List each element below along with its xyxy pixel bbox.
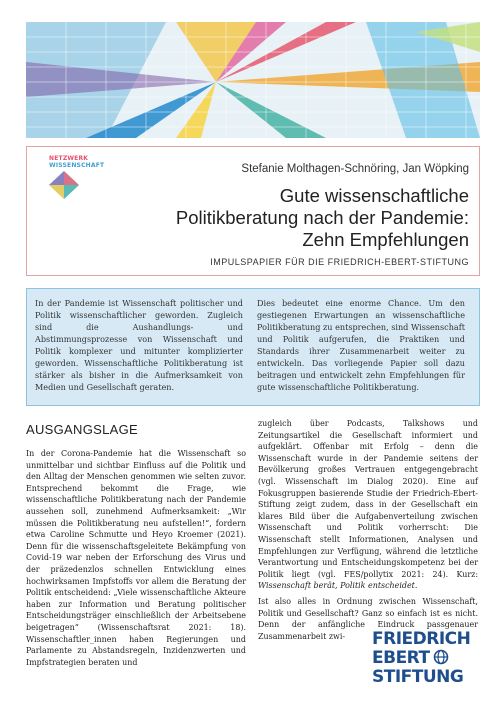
network-star-icon	[47, 169, 81, 201]
abstract-right-text: Dies bedeutet eine enorme Chance. Um den gestiegenen Erwartungen an wissenschaftliche Politikberatung zu entsprechen, sind Wissenschaft und Politik aufgerufen, die Praktiken und Standards ihrer Zusammenarbeit weiter zu entwickeln. Das vorliegende Papier soll dazu beitragen und entwickelt zehn Empfehlungen für gute wissenschaftliche Politikberatung.	[257, 298, 465, 392]
body-text: zugleich über Podcasts, Talkshows und Zeitungsartikel die Gesellschaft informiert und aufgeklärt. Offenbar mit Erfolg – denn die Wissenschaft wurde in der Pandemie seitens der Bevölkerung großes Vertrauen entgegengebracht (vgl. Wissenschaft im Dialog 2020). Eine auf Fokusgruppen basierende Studie der Friedrich-Ebert-Stiftung zeigt zudem, dass in der Gesellschaft ein klares Bild über die Aufgabenverteilung zwischen Wissenschaft und Politik vorherrscht: Die Wissenschaft stellt Informationen, Analysen und Empfehlungen zur Verfügung, während die letztliche Verantwortung und Entscheidungskompetenz bei der Politik liegt (vgl. FES/pollytix 2021: 24). Kurz:	[258, 419, 478, 579]
logo-line-1: NETZWERK	[49, 155, 89, 162]
fes-logo-line-1: FRIEDRICH	[372, 629, 471, 649]
title-line-2: Politikberatung nach der Pandemie:	[175, 207, 469, 228]
body-paragraph	[258, 418, 478, 592]
abstract-box	[26, 288, 480, 406]
logo-line-2: WISSENSCHAFT	[49, 162, 105, 169]
friedrich-ebert-stiftung-logo	[372, 630, 480, 694]
document-subtitle: IMPULSPAPIER FÜR DIE FRIEDRICH-EBERT-STIFTUNG	[210, 257, 469, 267]
globe-icon	[433, 649, 449, 665]
title-line-3: Zehn Empfehlungen	[302, 229, 469, 250]
fes-logo-ebert: EBERT	[372, 648, 430, 668]
emphasis-text: Wissenschaft berät, Politik entscheidet.	[258, 581, 418, 591]
fes-logo-line-3: STIFTUNG	[372, 667, 464, 687]
body-column-right	[258, 418, 478, 642]
authors: Stefanie Molthagen-Schnöring, Jan Wöpking	[241, 163, 469, 175]
body-paragraph: In der Corona-Pandemie hat die Wissenschaft so unmittelbar und sichtbar Einfluss auf die Politik und den Alltag der Menschen genommen wie selten zuvor. Entsprechend bekommt die Frage, wie wissenschaftliche Politikberatung nach der Pandemie aussehen soll, zunehmend Aufmerksamkeit: „Wir müssen die Politikberatung neu aufstellen!“, fordern etwa Caroline Schmutte und Heyo Kroemer (2021). Denn für die wissenschaftsgeleitete Bekämpfung von Covid-19 war neben der Erforschung des Virus und der präzedenzlos schnellen Entwicklung eines hochwirksamen Impfstoffs vor allem die Beratung der Politik entscheidend: „Viele wissenschaftliche Akteure haben zur Information und Beratung politischer Entscheidungsträger einschließlich der Arbeitsebene beigetragen“ (Wissenschaftsrat 2021: 18). Wissenschaftler_innen haben Regierungen und Parlamente zu Abstandsregeln, Inzidenzwerten und Impfstrategien beraten und	[26, 449, 246, 667]
abstract-left-text: In der Pandemie ist Wissenschaft politischer und Politik wissenschaftlicher geworden. Zugleich sind die Aushandlungs- und Abstimmungsprozesse von Wissenschaft und Politik komplexer und mitunter komplizierter geworden. Wissenschaftliche Politikberatung ist stärker als bisher in die Aufmerksamkeit von Medien und Gesellschaft geraten.	[35, 298, 243, 392]
netzwerk-wissenschaft-logo	[37, 153, 105, 203]
body-paragraph: Ist also alles in Ordnung zwischen Wissenschaft, Politik und Gesellschaft? Ganz so einfach ist es nicht. Denn der anfängliche Eindruck passgenauer Zusammenarbeit zwi-	[258, 596, 478, 641]
section-heading: AUSGANGSLAGE	[26, 422, 138, 437]
title-line-1: Gute wissenschaftliche	[279, 185, 469, 206]
document-title	[176, 185, 469, 251]
header-banner-graphic	[26, 22, 480, 138]
body-column-left	[26, 448, 246, 668]
fes-logo-line-2	[372, 649, 480, 668]
title-header-box	[26, 146, 480, 276]
